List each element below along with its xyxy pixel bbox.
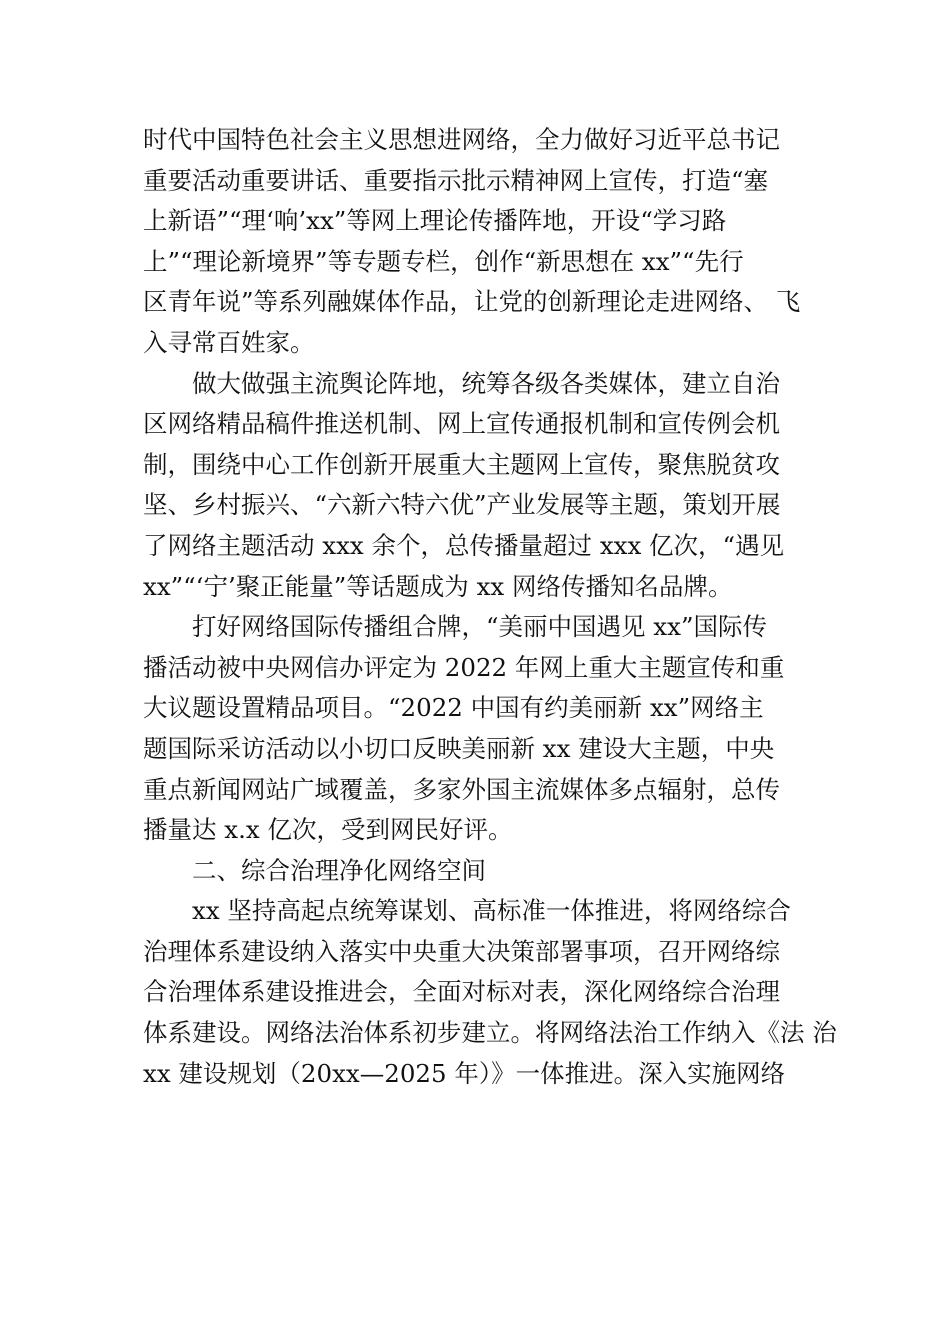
text-line: 重要活动重要讲话、重要指示批示精神网上宣传，打造“塞 — [143, 165, 769, 195]
text-line: 制，围绕中心工作创新开展重大主题网上宣传，聚焦脱贫攻 — [143, 449, 780, 479]
text-line: 入寻常百姓家。 — [143, 327, 315, 357]
text-line: 体系建设。网络法治体系初步建立。将网络法治工作纳入《法 治 — [143, 1018, 837, 1048]
text-line: 播活动被中央网信办评定为 2022 年网上重大主题宣传和重 — [143, 652, 785, 682]
text-line: 题国际采访活动以小切口反映美丽新 xx 建设大主题，中央 — [143, 733, 775, 763]
text-line: 合治理体系建设推进会，全面对标对表，深化网络综合治理 — [143, 977, 780, 1007]
text-line: 区网络精品稿件推送机制、网上宣传通报机制和宣传例会机 — [143, 409, 780, 439]
paragraph-first-line: 做大做强主流舆论阵地，统筹各级各类媒体，建立自治 — [192, 368, 780, 398]
text-line: 播量达 x.x 亿次，受到网民好评。 — [143, 815, 513, 845]
text-line: xx 建设规划（20xx—2025 年）》一体推进。深入实施网络 — [143, 1058, 786, 1088]
text-line: 大议题设置精品项目。“2022 中国有约美丽新 xx”网络主 — [143, 693, 764, 723]
text-line: 区青年说”等系列融媒体作品，让党的创新理论走进网络、 飞 — [143, 287, 801, 317]
text-line: 坚、乡村振兴、“六新六特六优”产业发展等主题，策划开展 — [143, 490, 781, 520]
text-line: 了网络主题活动 xxx 余个，总传播量超过 xxx 亿次，“遇见 — [143, 530, 785, 560]
document-body — [143, 120, 837, 1094]
text-line: 上新语”“理‘响’xx”等网上理论传播阵地，开设“学习路 — [143, 206, 727, 236]
text-line: xx”“‘宁’聚正能量”等话题成为 xx 网络传播知名品牌。 — [143, 571, 733, 601]
text-line: 上”“理论新境界”等专题专栏，创作“新思想在 xx”“先行 — [143, 246, 744, 276]
text-line: 治理体系建设纳入落实中央重大决策部署事项，召开网络综 — [143, 936, 780, 966]
text-line: 重点新闻网站广域覆盖，多家外国主流媒体多点辐射，总传 — [143, 774, 780, 804]
section-heading: 二、综合治理净化网络空间 — [192, 855, 486, 885]
paragraph-first-line: xx 坚持高起点统筹谋划、高标准一体推进，将网络综合 — [192, 896, 791, 926]
text-line: 时代中国特色社会主义思想进网络，全力做好习近平总书记 — [143, 125, 780, 154]
paragraph-first-line: 打好网络国际传播组合牌，“美丽中国遇见 xx”国际传 — [192, 612, 767, 642]
